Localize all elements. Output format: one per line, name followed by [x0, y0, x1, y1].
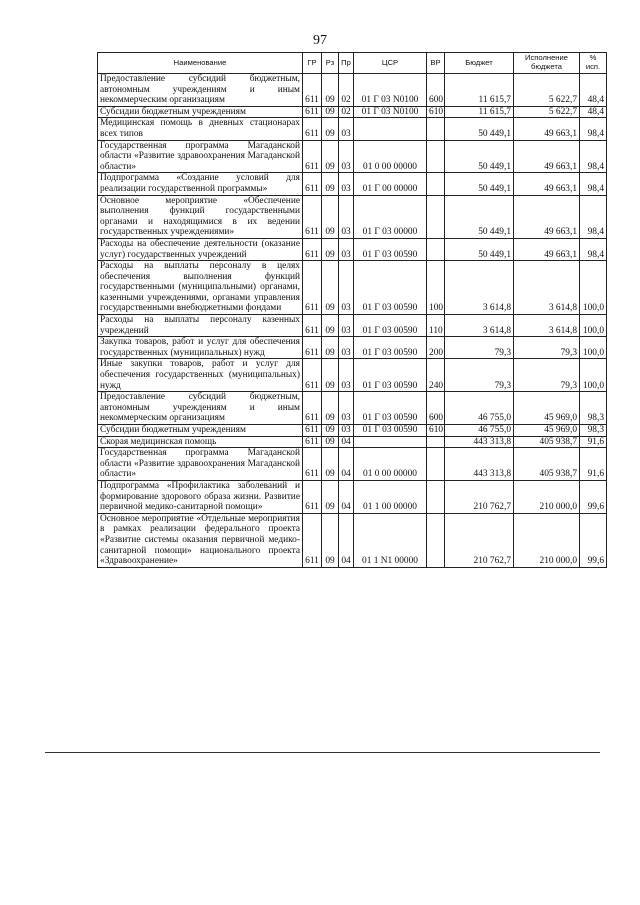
- table-row: [98, 195, 607, 238]
- row-rz: 09: [322, 448, 339, 481]
- row-rz: 09: [322, 436, 339, 448]
- row-vr: [427, 118, 445, 140]
- header-gr: ГР: [303, 53, 322, 74]
- row-gr: 611: [303, 315, 322, 337]
- row-budget: 50 449,1: [445, 238, 514, 260]
- row-gr: 611: [303, 118, 322, 140]
- row-csr: 01 Г 03 N0100: [354, 106, 427, 118]
- row-execution: 49 663,1: [514, 140, 580, 173]
- row-rz: 09: [322, 359, 339, 392]
- row-gr: 611: [303, 448, 322, 481]
- row-execution: 49 663,1: [514, 238, 580, 260]
- row-vr: 600: [427, 74, 445, 107]
- row-pr: 04: [339, 513, 354, 567]
- table-row: [98, 315, 607, 337]
- row-percent: 99,6: [580, 480, 607, 513]
- row-budget: 11 615,7: [445, 106, 514, 118]
- row-gr: 611: [303, 173, 322, 195]
- row-execution: 79,3: [514, 359, 580, 392]
- row-percent: 99,6: [580, 513, 607, 567]
- row-gr: 611: [303, 337, 322, 359]
- row-vr: 600: [427, 392, 445, 425]
- row-name: Медицинская помощь в дневных стационарах всех типов: [98, 118, 303, 140]
- row-gr: 611: [303, 238, 322, 260]
- row-name: Государственная программа Магаданской области «Развитие здравоохранения Магаданской области»: [98, 448, 303, 481]
- row-name: Основное мероприятие «Обеспечение выполнения функций государственными органами и находящимися в их ведении государственных учреждениями»: [98, 195, 303, 238]
- row-percent: 98,3: [580, 425, 607, 437]
- row-percent: 98,4: [580, 118, 607, 140]
- row-gr: 611: [303, 261, 322, 315]
- row-name: Подпрограмма «Профилактика заболеваний и формирование здорового образа жизни. Развитие первичной медико-санитарной помощи»: [98, 480, 303, 513]
- row-percent: 98,4: [580, 238, 607, 260]
- row-percent: 100,0: [580, 359, 607, 392]
- row-execution: 405 938,7: [514, 448, 580, 481]
- row-percent: 91,6: [580, 436, 607, 448]
- header-csr: ЦСР: [354, 53, 427, 74]
- row-vr: [427, 238, 445, 260]
- row-budget: 79,3: [445, 359, 514, 392]
- row-gr: 611: [303, 436, 322, 448]
- row-name: Субсидии бюджетным учреждениям: [98, 106, 303, 118]
- row-csr: 01 1 00 00000: [354, 480, 427, 513]
- row-name: Подпрограмма «Создание условий для реализации государственной программы»: [98, 173, 303, 195]
- row-percent: 48,4: [580, 74, 607, 107]
- row-vr: [427, 195, 445, 238]
- table-row: [98, 238, 607, 260]
- row-name: Расходы на выплаты персоналу в целях обеспечения выполнения функций государственными (муниципальными) органами, казенными учреждениями, органами управления государственными внебюджетными фондами: [98, 261, 303, 315]
- row-pr: 04: [339, 480, 354, 513]
- table-row: [98, 436, 607, 448]
- row-rz: 09: [322, 173, 339, 195]
- row-rz: 09: [322, 140, 339, 173]
- row-vr: [427, 436, 445, 448]
- row-pr: 03: [339, 140, 354, 173]
- table-header-row: [98, 53, 607, 74]
- row-gr: 611: [303, 425, 322, 437]
- row-pr: 03: [339, 337, 354, 359]
- row-execution: 210 000,0: [514, 513, 580, 567]
- row-percent: 100,0: [580, 337, 607, 359]
- header-pr: Пр: [339, 53, 354, 74]
- row-budget: 11 615,7: [445, 74, 514, 107]
- row-rz: 09: [322, 392, 339, 425]
- row-gr: 611: [303, 359, 322, 392]
- row-csr: 01 0 00 00000: [354, 140, 427, 173]
- row-vr: [427, 140, 445, 173]
- row-pr: 04: [339, 448, 354, 481]
- table-body: [98, 74, 607, 568]
- row-rz: 09: [322, 106, 339, 118]
- row-budget: 50 449,1: [445, 173, 514, 195]
- row-rz: 09: [322, 480, 339, 513]
- row-csr: 01 Г 03 00590: [354, 392, 427, 425]
- row-csr: 01 Г 03 00590: [354, 261, 427, 315]
- row-percent: 98,4: [580, 195, 607, 238]
- row-name: Предоставление субсидий бюджетным, автономным учреждениям и иным некоммерческим организациям: [98, 74, 303, 107]
- row-name: Расходы на обеспечение деятельности (оказание услуг) государственных учреждений: [98, 238, 303, 260]
- row-budget: 3 614,8: [445, 261, 514, 315]
- header-name: Наименование: [98, 53, 303, 74]
- table-row: [98, 118, 607, 140]
- row-pr: 03: [339, 392, 354, 425]
- row-budget: 210 762,7: [445, 513, 514, 567]
- table-row: [98, 480, 607, 513]
- header-vr: ВР: [427, 53, 445, 74]
- row-vr: [427, 480, 445, 513]
- row-gr: 611: [303, 392, 322, 425]
- row-csr: 01 Г 03 00000: [354, 195, 427, 238]
- row-percent: 98,3: [580, 392, 607, 425]
- row-rz: 09: [322, 118, 339, 140]
- row-pr: 03: [339, 238, 354, 260]
- row-execution: 5 622,7: [514, 106, 580, 118]
- row-csr: 01 Г 03 N0100: [354, 74, 427, 107]
- row-budget: 46 755,0: [445, 392, 514, 425]
- table-row: [98, 140, 607, 173]
- row-execution: 3 614,8: [514, 315, 580, 337]
- table-row: [98, 392, 607, 425]
- row-pr: 03: [339, 173, 354, 195]
- row-budget: 443 313,8: [445, 436, 514, 448]
- table-row: [98, 173, 607, 195]
- row-percent: 98,4: [580, 140, 607, 173]
- row-gr: 611: [303, 195, 322, 238]
- table-row: [98, 337, 607, 359]
- row-csr: 01 Г 00 00000: [354, 173, 427, 195]
- row-rz: 09: [322, 315, 339, 337]
- row-execution: 49 663,1: [514, 118, 580, 140]
- row-vr: [427, 173, 445, 195]
- row-percent: 91,6: [580, 448, 607, 481]
- header-rz: Рз: [322, 53, 339, 74]
- row-budget: 50 449,1: [445, 118, 514, 140]
- row-csr: 01 Г 03 00590: [354, 425, 427, 437]
- table-row: [98, 448, 607, 481]
- row-execution: 45 969,0: [514, 392, 580, 425]
- row-name: Основное мероприятие «Отдельные мероприятия в рамках реализации федерального проекта «Развитие системы оказания первичной медико-санитарной помощи» национального проекта «Здравоохранение»: [98, 513, 303, 567]
- row-vr: [427, 448, 445, 481]
- row-gr: 611: [303, 106, 322, 118]
- table-row: [98, 261, 607, 315]
- row-name: Государственная программа Магаданской области «Развитие здравоохранения Магаданской области»: [98, 140, 303, 173]
- row-execution: 210 000,0: [514, 480, 580, 513]
- row-percent: 48,4: [580, 106, 607, 118]
- row-execution: 405 938,7: [514, 436, 580, 448]
- row-name: Иные закупки товаров, работ и услуг для обеспечения государственных (муниципальных) нужд: [98, 359, 303, 392]
- row-budget: 79,3: [445, 337, 514, 359]
- row-rz: 09: [322, 337, 339, 359]
- row-pr: 03: [339, 425, 354, 437]
- page-number: 97: [313, 33, 327, 48]
- row-vr: 200: [427, 337, 445, 359]
- row-budget: 50 449,1: [445, 140, 514, 173]
- row-budget: 50 449,1: [445, 195, 514, 238]
- row-csr: [354, 436, 427, 448]
- row-rz: 09: [322, 513, 339, 567]
- row-vr: [427, 513, 445, 567]
- row-gr: 611: [303, 513, 322, 567]
- row-execution: 49 663,1: [514, 195, 580, 238]
- row-budget: 46 755,0: [445, 425, 514, 437]
- header-execution: Исполнение бюджета: [514, 53, 580, 74]
- row-execution: 45 969,0: [514, 425, 580, 437]
- row-rz: 09: [322, 238, 339, 260]
- row-vr: 240: [427, 359, 445, 392]
- row-budget: 210 762,7: [445, 480, 514, 513]
- row-csr: [354, 118, 427, 140]
- row-csr: 01 Г 03 00590: [354, 359, 427, 392]
- row-csr: 01 Г 03 00590: [354, 337, 427, 359]
- row-rz: 09: [322, 74, 339, 107]
- row-pr: 02: [339, 74, 354, 107]
- table-row: [98, 106, 607, 118]
- header-percent: % исп.: [580, 53, 607, 74]
- row-vr: 610: [427, 106, 445, 118]
- row-csr: 01 Г 03 00590: [354, 238, 427, 260]
- row-gr: 611: [303, 140, 322, 173]
- row-name: Закупка товаров, работ и услуг для обеспечения государственных (муниципальных) нужд: [98, 337, 303, 359]
- row-execution: 79,3: [514, 337, 580, 359]
- table-row: [98, 74, 607, 107]
- row-csr: 01 0 00 00000: [354, 448, 427, 481]
- row-rz: 09: [322, 425, 339, 437]
- row-vr: 610: [427, 425, 445, 437]
- row-gr: 611: [303, 480, 322, 513]
- row-name: Расходы на выплаты персоналу казенных учреждений: [98, 315, 303, 337]
- footer-divider: [45, 752, 600, 753]
- row-pr: 03: [339, 261, 354, 315]
- table-row: [98, 425, 607, 437]
- row-percent: 98,4: [580, 173, 607, 195]
- row-pr: 03: [339, 195, 354, 238]
- row-vr: 100: [427, 261, 445, 315]
- row-execution: 49 663,1: [514, 173, 580, 195]
- row-pr: 02: [339, 106, 354, 118]
- row-rz: 09: [322, 261, 339, 315]
- row-name: Предоставление субсидий бюджетным, автономным учреждениям и иным некоммерческим организациям: [98, 392, 303, 425]
- row-pr: 03: [339, 315, 354, 337]
- header-budget: Бюджет: [445, 53, 514, 74]
- row-rz: 09: [322, 195, 339, 238]
- row-gr: 611: [303, 74, 322, 107]
- row-percent: 100,0: [580, 315, 607, 337]
- row-csr: 01 1 N1 00000: [354, 513, 427, 567]
- row-percent: 100,0: [580, 261, 607, 315]
- row-pr: 03: [339, 359, 354, 392]
- row-name: Скорая медицинская помощь: [98, 436, 303, 448]
- budget-table: [97, 52, 607, 568]
- row-vr: 110: [427, 315, 445, 337]
- row-csr: 01 Г 03 00590: [354, 315, 427, 337]
- row-budget: 3 614,8: [445, 315, 514, 337]
- row-pr: 03: [339, 118, 354, 140]
- row-execution: 5 622,7: [514, 74, 580, 107]
- row-budget: 443 313,8: [445, 448, 514, 481]
- row-execution: 3 614,8: [514, 261, 580, 315]
- row-pr: 04: [339, 436, 354, 448]
- row-name: Субсидии бюджетным учреждениям: [98, 425, 303, 437]
- table-row: [98, 359, 607, 392]
- table-row: [98, 513, 607, 567]
